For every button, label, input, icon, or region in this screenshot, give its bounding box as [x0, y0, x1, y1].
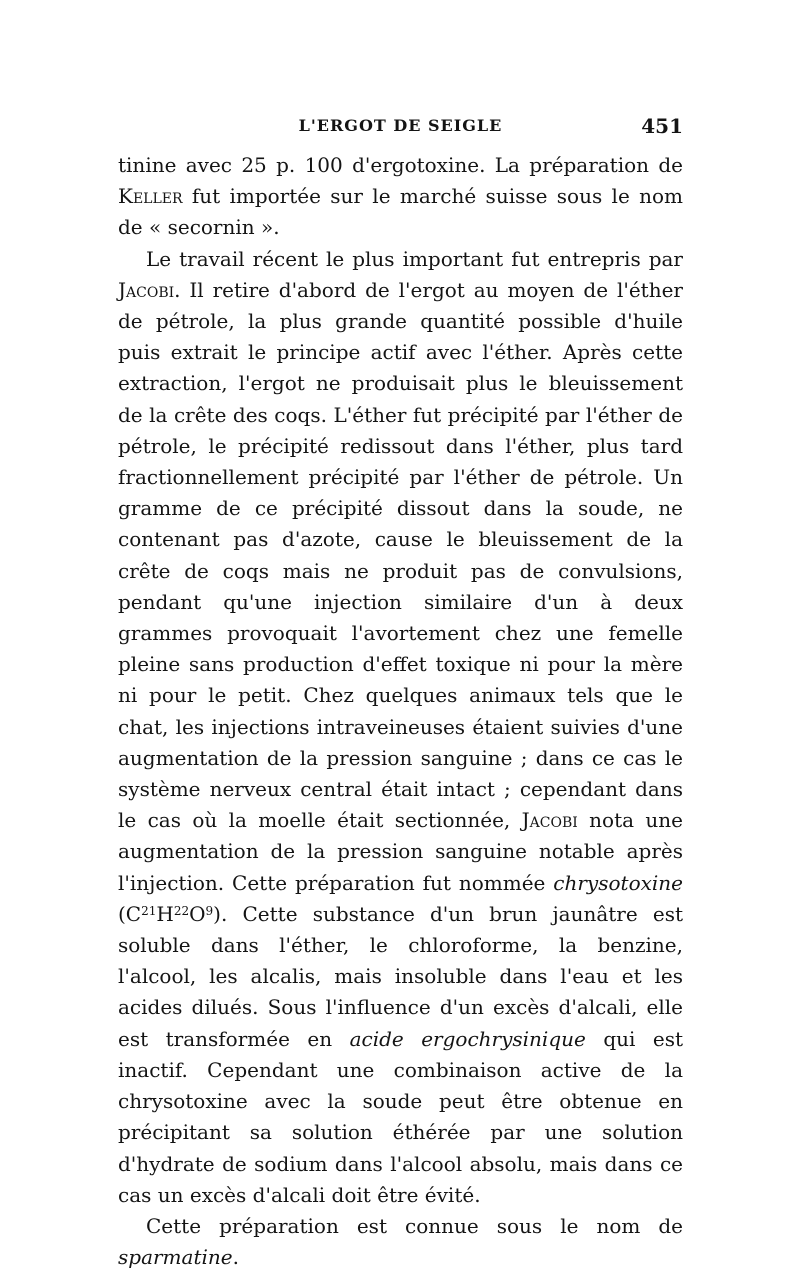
- running-head: L'ERGOT DE SEIGLE: [298, 116, 503, 135]
- term-acide-ergochrysinique: acide ergochrysinique: [349, 1026, 586, 1051]
- page-number: 451: [641, 114, 683, 138]
- author-name-keller: Keller: [118, 184, 183, 209]
- paragraph-continuation: [118, 150, 683, 244]
- text-run: tinine avec 25 p. 100 d'ergotoxine. La préparation de: [118, 153, 683, 177]
- formula-index: 9: [205, 903, 214, 918]
- author-name-jacobi: Jacobi: [118, 277, 175, 302]
- text-run: Cette préparation est connue sous le nom de: [146, 1213, 683, 1238]
- formula-part: O: [189, 901, 206, 926]
- term-chrysotoxine: chrysotoxine: [553, 870, 683, 895]
- formula-part: H: [156, 901, 174, 926]
- page-header: [118, 116, 683, 146]
- author-name-jacobi: Jacobi: [521, 808, 578, 833]
- text-run: nota une augmentation de la pression sanguine notable après l'injection. Cette préparation fut nommée: [118, 808, 683, 895]
- formula-index: 22: [173, 903, 190, 918]
- text-run: qui est inactif. Cependant une combinaison active de la chrysotoxine avec la soude peut être obtenue en précipitant sa solution éthérée par une solution d'hydrate de sodium dans l'alcool absolu, mais dans ce cas un excès d'alcali doit être évité.: [118, 1026, 684, 1207]
- text-run: Le travail récent le plus important fut entrepris par: [146, 246, 683, 271]
- term-sparmatine: sparmatine: [118, 1245, 233, 1270]
- paragraph-sparmatine: [118, 1211, 683, 1273]
- text-run: . Il retire d'abord de l'ergot au moyen de l'éther de pétrole, la plus grande quantité possible d'huile puis extrait le principe actif avec l'éther. Après cette extraction, l'ergot ne produisait plus le bleuissement de la crête des coqs. L'éther fut précipité par l'éther de pétrole, le précipité redissout dans l'éther, plus tard fractionnellement précipité par l'éther de pétrole. Un gramme de ce précipité dissout dans la soude, ne contenant pas d'azote, cause le bleuissement de la crête de coqs mais ne produit pas de convulsions, pendant qu'une injection similaire d'un à deux grammes provoquait l'avortement chez une femelle pleine sans production d'effet toxique ni pour la mère ni pour le petit. Chez quelques animaux tels que le chat, les injections intraveineuses étaient suivies d'une augmentation de la pression sanguine ; dans ce cas le système nerveux central était intact ; cependant dans le cas où la moelle était sectionnée,: [118, 277, 683, 833]
- text-run: fut importée sur le marché suisse sous le nom de « secornin ».: [118, 184, 683, 240]
- body-text: [118, 150, 683, 1273]
- formula-index: 21: [141, 903, 157, 918]
- text-run: .: [232, 1245, 239, 1270]
- paragraph-jacobi: [118, 244, 683, 1211]
- formula-part: (C: [118, 901, 142, 926]
- text-run: ). Cette substance d'un brun jaunâtre est soluble dans l'éther, le chloroforme, la benzine, l'alcool, les alcalis, mais insoluble dans l'eau et les acides dilués. Sous l'influence d'un excès d'alcali, elle est transformée en: [118, 901, 683, 1051]
